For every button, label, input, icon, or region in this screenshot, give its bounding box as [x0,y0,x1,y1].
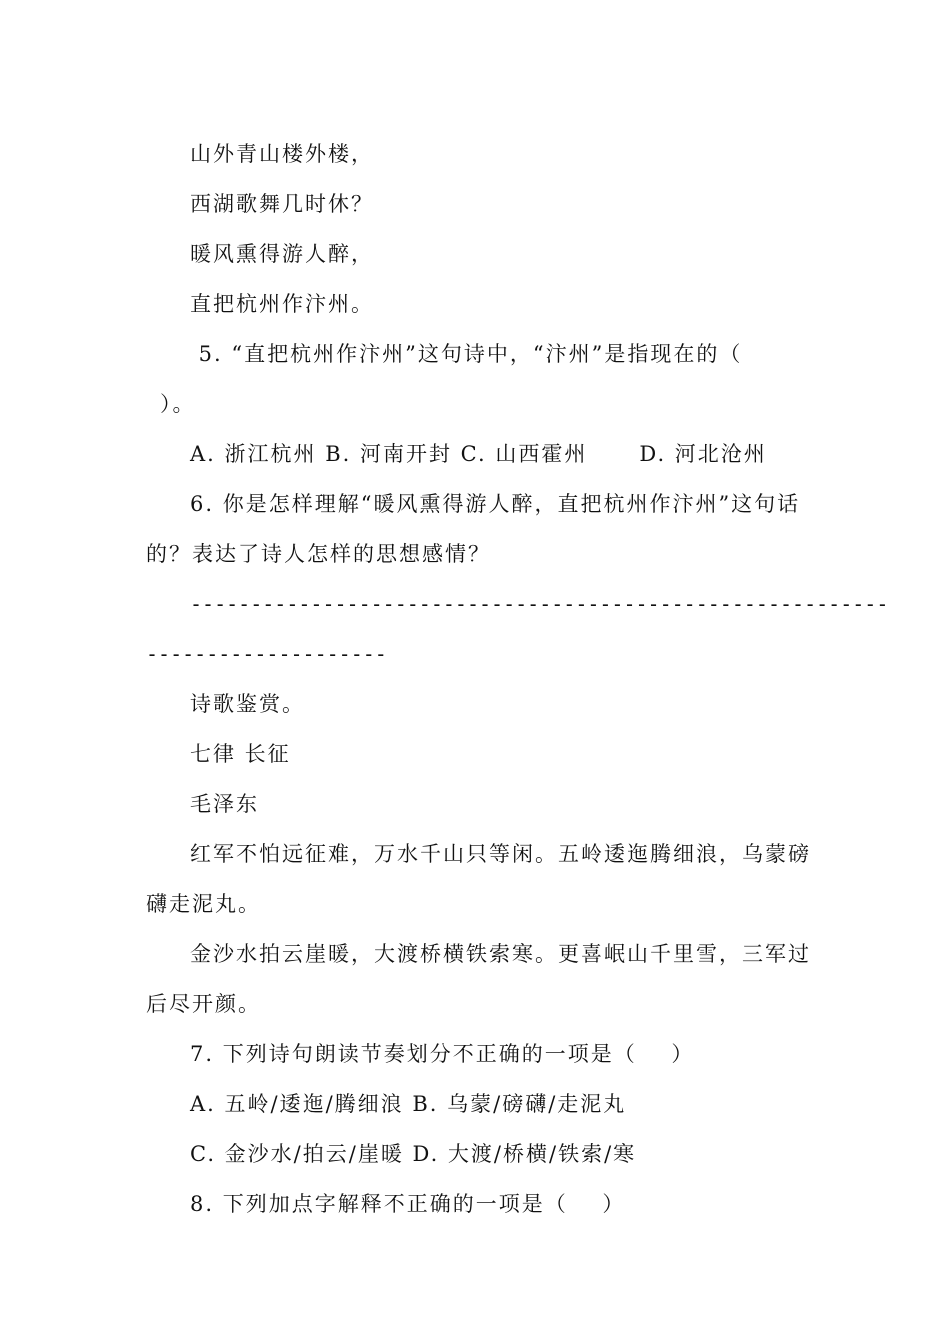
answer-line-cont: -------------------- [146,642,387,666]
question-7-stem: 7. 下列诗句朗读节奏划分不正确的一项是（ ） [190,1042,695,1066]
question-5-stem: 5. “直把杭州作汴州”这句诗中，“汴州”是指现在的（ [190,342,743,366]
poem2-body-2-cont: 后尽开颜。 [146,992,261,1016]
section-heading: 诗歌鉴赏。 [190,692,305,716]
poem2-body-2: 金沙水拍云崖暖，大渡桥横铁索寒。更喜岷山千里雪，三军过 [190,942,811,966]
poem1-line-3: 暖风熏得游人醉， [190,242,374,266]
question-6-stem-cont: 的？表达了诗人怎样的思想感情？ [146,542,491,566]
question-7-options-cd: C. 金沙水/拍云/崖暖 D. 大渡/桥横/铁索/寒 [190,1142,637,1166]
poem2-body-1-cont: 礴走泥丸。 [146,892,261,916]
question-7-options-ab: A. 五岭/逶迤/腾细浪 B. 乌蒙/磅礴/走泥丸 [190,1092,627,1116]
poem1-line-2: 西湖歌舞几时休？ [190,192,374,216]
question-5-options: A. 浙江杭州 B. 河南开封 C. 山西霍州 D. 河北沧州 [190,442,767,466]
poem2-title: 七律 长征 [190,742,291,766]
question-8-stem: 8. 下列加点字解释不正确的一项是（ ） [190,1192,626,1216]
answer-line: ---------------------------------------------------------- [190,592,889,616]
poem2-author: 毛泽东 [190,792,259,816]
poem2-body-1: 红军不怕远征难，万水千山只等闲。五岭逶迤腾细浪，乌蒙磅 [190,842,811,866]
poem1-line-4: 直把杭州作汴州。 [190,292,374,316]
question-6-stem: 6. 你是怎样理解“暖风熏得游人醉，直把杭州作汴州”这句话 [190,492,801,516]
question-5-stem-cont: ）。 [160,392,196,416]
poem1-line-1: 山外青山楼外楼， [190,142,374,166]
